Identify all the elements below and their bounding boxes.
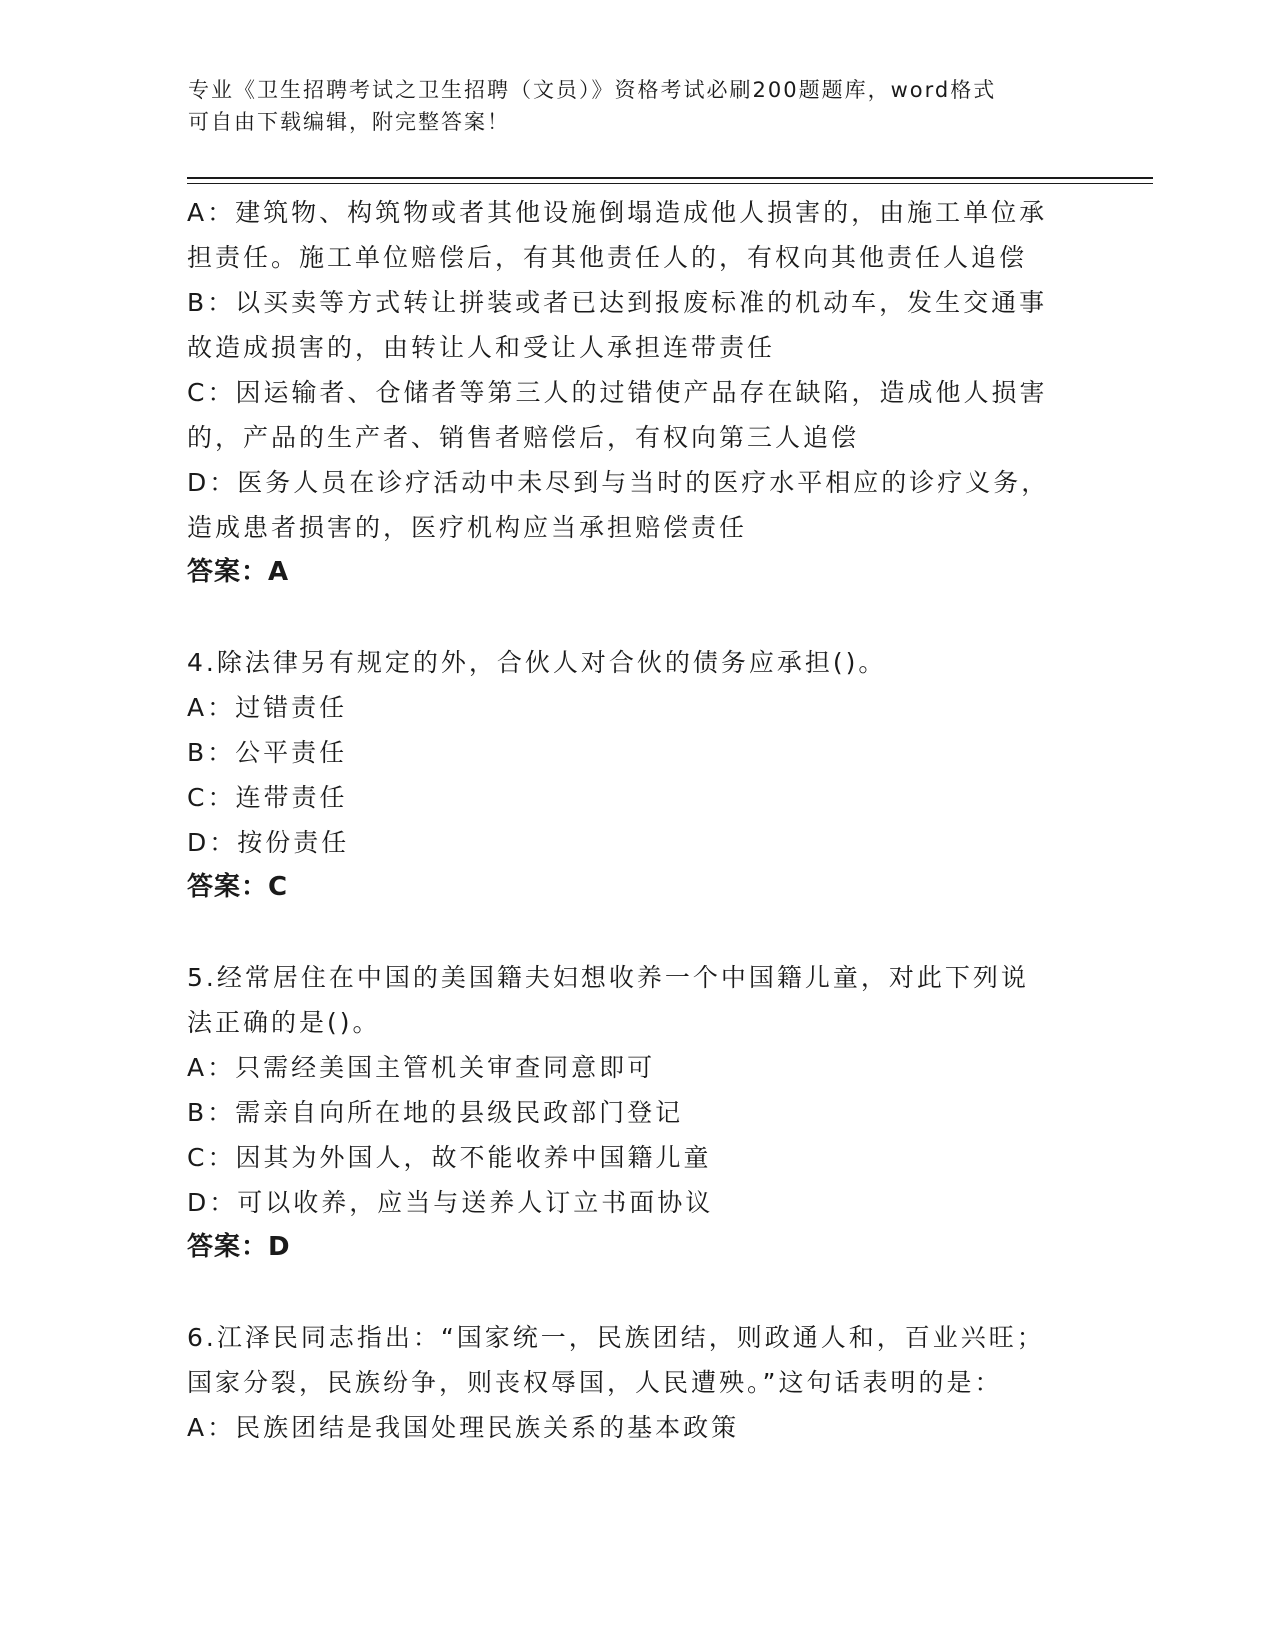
q3-option-c-line-1: C：因运输者、仓储者等第三人的过错使产品存在缺陷，造成他人损害 (187, 378, 1048, 407)
q6-stem-line-2: 国家分裂，民族纷争，则丧权辱国，人民遭殃。”这句话表明的是： (187, 1368, 1003, 1397)
q4-answer: 答案：C (187, 872, 289, 902)
q3-option-a-line-1: A：建筑物、构筑物或者其他设施倒塌造成他人损害的，由施工单位承 (187, 198, 1048, 227)
q5-option-b: B：需亲自向所在地的县级民政部门登记 (187, 1098, 684, 1127)
q5-option-a: A：只需经美国主管机关审查同意即可 (187, 1053, 656, 1082)
q4-option-a: A：过错责任 (187, 693, 348, 722)
q3-option-d-line-2: 造成患者损害的，医疗机构应当承担赔偿责任 (187, 513, 748, 542)
q3-option-a-line-2: 担责任。施工单位赔偿后，有其他责任人的，有权向其他责任人追偿 (187, 243, 1028, 272)
q4-option-d: D：按份责任 (187, 828, 350, 857)
q3-answer: 答案：A (187, 557, 290, 587)
q3-option-b-line-1: B：以买卖等方式转让拼装或者已达到报废标准的机动车，发生交通事 (187, 288, 1048, 317)
q3-option-d-line-1: D：医务人员在诊疗活动中未尽到与当时的医疗水平相应的诊疗义务， (187, 468, 1050, 497)
spacer (187, 910, 1087, 955)
q5-option-d: D：可以收养，应当与送养人订立书面协议 (187, 1188, 714, 1217)
q5-answer: 答案：D (187, 1232, 291, 1262)
q5-stem-line-2: 法正确的是()。 (187, 1008, 381, 1037)
question-5-block (187, 955, 1087, 1270)
q3-option-c-line-2: 的，产品的生产者、销售者赔偿后，有权向第三人追偿 (187, 423, 860, 452)
q6-option-a: A：民族团结是我国处理民族关系的基本政策 (187, 1413, 740, 1442)
question-6-block (187, 1315, 1087, 1450)
header-title-line-1: 专业《卫生招聘考试之卫生招聘（文员）》资格考试必刷200题题库，word格式 (188, 78, 997, 102)
q6-stem-line-1: 6.江泽民同志指出：“国家统一，民族团结，则政通人和，百业兴旺； (187, 1323, 1045, 1352)
q5-stem-line-1: 5.经常居住在中国的美国籍夫妇想收养一个中国籍儿童，对此下列说 (187, 963, 1029, 992)
q5-option-c: C：因其为外国人，故不能收养中国籍儿童 (187, 1143, 712, 1172)
spacer (187, 1270, 1087, 1315)
q4-option-c: C：连带责任 (187, 783, 348, 812)
document-body (187, 190, 1087, 1450)
document-header (188, 74, 1068, 138)
question-4-block (187, 640, 1087, 910)
question-3-block (187, 190, 1087, 595)
q3-option-b-line-2: 故造成损害的，由转让人和受让人承担连带责任 (187, 333, 776, 362)
header-title-line-2: 可自由下载编辑，附完整答案！ (188, 110, 510, 134)
header-divider-thin (187, 183, 1153, 184)
q4-option-b: B：公平责任 (187, 738, 348, 767)
q4-stem: 4.除法律另有规定的外，合伙人对合伙的债务应承担()。 (187, 648, 887, 677)
header-divider-thick (187, 177, 1153, 179)
spacer (187, 595, 1087, 640)
